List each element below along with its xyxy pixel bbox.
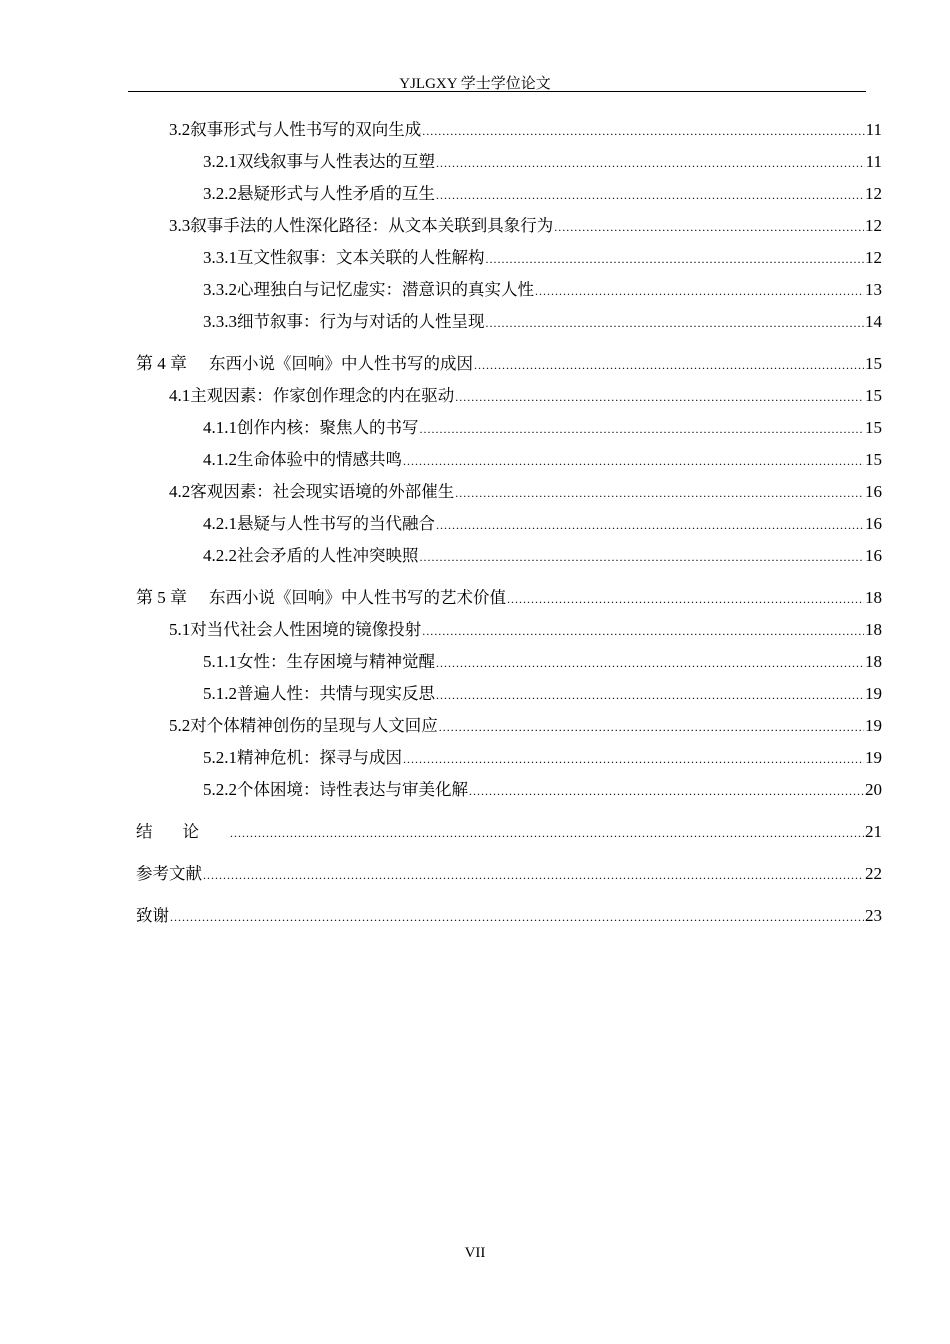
toc-entry[interactable]	[136, 582, 882, 614]
toc-entry-number: 3.3.2	[203, 280, 237, 299]
toc-entry-number: 第 4 章	[136, 354, 187, 373]
toc-entry-title: 个体困境：诗性表达与审美化解	[237, 780, 468, 799]
toc-entry-page: 13	[865, 280, 882, 299]
dot-leader	[422, 615, 864, 647]
toc-entry-number: 4.2.2	[203, 546, 237, 565]
toc-entry-number: 4.2.1	[203, 514, 237, 533]
toc-entry-page: 15	[865, 354, 882, 373]
toc-entry[interactable]	[136, 306, 882, 338]
toc-entry[interactable]	[136, 614, 882, 646]
toc-entry-title: 结论	[136, 822, 229, 841]
toc-entry-number: 3.3.3	[203, 312, 237, 331]
toc-entry-number: 4.1	[169, 386, 191, 405]
dot-leader	[203, 859, 864, 891]
toc-entry-title: 主观因素：作家创作理念的内在驱动	[190, 386, 455, 405]
toc-entry-page: 11	[865, 120, 882, 139]
toc-entry[interactable]	[136, 678, 882, 710]
dot-leader	[230, 817, 864, 849]
toc-entry-title: 对个体精神创伤的呈现与人文回应	[190, 716, 438, 735]
toc-entry-page: 22	[865, 864, 882, 883]
toc-entry-page: 21	[865, 822, 882, 841]
toc-entry[interactable]	[136, 114, 882, 146]
toc-entry[interactable]	[136, 476, 882, 508]
dot-leader	[486, 243, 865, 275]
toc-entry[interactable]	[136, 348, 882, 380]
toc-entry-page: 14	[865, 312, 882, 331]
dot-leader	[436, 179, 864, 211]
toc-entry-page: 12	[865, 248, 882, 267]
dot-leader	[535, 275, 864, 307]
toc-entry-page: 19	[865, 684, 882, 703]
toc-entry-number: 5.1.2	[203, 684, 237, 703]
toc-entry-page: 18	[865, 620, 882, 639]
toc-entry-title: 生命体验中的情感共鸣	[237, 450, 402, 469]
toc-entry-title: 东西小说《回响》中人性书写的艺术价值	[209, 588, 506, 607]
toc-entry-page: 18	[865, 588, 882, 607]
toc-entry-title: 参考文献	[136, 864, 202, 883]
dot-leader	[486, 307, 865, 339]
dot-leader	[420, 541, 865, 573]
toc-entry-title: 精神危机：探寻与成因	[237, 748, 402, 767]
dot-leader	[170, 901, 864, 933]
toc-entry-page: 16	[865, 546, 882, 565]
dot-leader	[507, 583, 864, 615]
toc-entry-title: 互文性叙事：文本关联的人性解构	[237, 248, 485, 267]
toc-entry[interactable]	[136, 540, 882, 572]
toc-entry-title: 悬疑形式与人性矛盾的互生	[237, 184, 435, 203]
toc-entry[interactable]	[136, 508, 882, 540]
toc-entry[interactable]	[136, 710, 882, 742]
toc-entry-page: 11	[865, 152, 882, 171]
page-number: VII	[464, 1245, 486, 1261]
header-rule	[128, 91, 866, 92]
toc-entry-number: 5.1.1	[203, 652, 237, 671]
toc-entry-title: 女性：生存困境与精神觉醒	[237, 652, 435, 671]
dot-leader	[436, 679, 864, 711]
toc-entry-number: 5.2	[169, 716, 191, 735]
toc-entry-title: 双线叙事与人性表达的互塑	[237, 152, 435, 171]
dot-leader	[455, 381, 864, 413]
dot-leader	[420, 413, 865, 445]
toc-entry[interactable]	[136, 646, 882, 678]
dot-leader	[436, 647, 864, 679]
toc-entry[interactable]	[136, 444, 882, 476]
toc-entry[interactable]	[136, 210, 882, 242]
dot-leader	[422, 115, 864, 147]
toc-entry[interactable]	[136, 242, 882, 274]
toc-entry-title: 创作内核：聚焦人的书写	[237, 418, 419, 437]
toc-entry-title: 叙事形式与人性书写的双向生成	[190, 120, 422, 139]
toc-entry-number: 3.2.1	[203, 152, 237, 171]
toc-entry-title: 对当代社会人性困境的镜像投射	[190, 620, 422, 639]
toc-entry-title: 叙事手法的人性深化路径：从文本关联到具象行为	[190, 216, 554, 235]
toc-entry[interactable]	[136, 900, 882, 932]
toc-entry-number: 第 5 章	[136, 588, 187, 607]
toc-entry-page: 16	[865, 482, 882, 501]
toc-entry-page: 18	[865, 652, 882, 671]
toc-entry-title: 客观因素：社会现实语境的外部催生	[190, 482, 455, 501]
toc-entry-title: 心理独白与记忆虚实：潜意识的真实人性	[237, 280, 534, 299]
toc-entry[interactable]	[136, 178, 882, 210]
toc-entry-page: 20	[865, 780, 882, 799]
toc-entry-page: 12	[865, 216, 882, 235]
toc-entry-title: 社会矛盾的人性冲突映照	[237, 546, 419, 565]
toc-entry-number: 3.3.1	[203, 248, 237, 267]
toc-entry-page: 23	[865, 906, 882, 925]
toc-entry-number: 4.2	[169, 482, 191, 501]
toc-entry-title: 细节叙事：行为与对话的人性呈现	[237, 312, 485, 331]
toc-entry[interactable]	[136, 274, 882, 306]
toc-entry-page: 16	[865, 514, 882, 533]
dot-leader	[436, 509, 864, 541]
toc-entry[interactable]	[136, 412, 882, 444]
dot-leader	[439, 711, 864, 743]
toc-entry-page: 19	[865, 748, 882, 767]
toc-entry-number: 3.2	[169, 120, 191, 139]
toc-entry-number: 3.2.2	[203, 184, 237, 203]
toc-entry-page: 12	[865, 184, 882, 203]
toc-entry[interactable]	[136, 742, 882, 774]
toc-entry[interactable]	[136, 774, 882, 806]
dot-leader	[474, 349, 864, 381]
toc-entry-page: 15	[865, 418, 882, 437]
toc-entry-title: 致谢	[136, 906, 169, 925]
toc-entry-page: 15	[865, 450, 882, 469]
running-header: YJLGXY 学士学位论文	[399, 76, 551, 92]
toc-entry-page: 19	[865, 716, 882, 735]
toc-entry-title: 东西小说《回响》中人性书写的成因	[209, 354, 473, 373]
toc-entry[interactable]	[136, 146, 882, 178]
dot-leader	[403, 743, 864, 775]
toc-entry-number: 5.2.1	[203, 748, 237, 767]
toc-entry-title: 悬疑与人性书写的当代融合	[237, 514, 435, 533]
toc-entry[interactable]	[136, 380, 882, 412]
toc-entry-title: 普遍人性：共情与现实反思	[237, 684, 435, 703]
toc-entry[interactable]	[136, 858, 882, 890]
toc-entry-number: 5.2.2	[203, 780, 237, 799]
toc-entry-number: 3.3	[169, 216, 191, 235]
table-of-contents	[136, 114, 882, 932]
toc-entry-number: 4.1.1	[203, 418, 237, 437]
dot-leader	[554, 211, 864, 243]
toc-entry-number: 4.1.2	[203, 450, 237, 469]
toc-entry[interactable]	[136, 816, 882, 848]
toc-entry-page: 15	[865, 386, 882, 405]
toc-entry-number: 5.1	[169, 620, 191, 639]
dot-leader	[455, 477, 864, 509]
dot-leader	[403, 445, 864, 477]
dot-leader	[469, 775, 864, 807]
dot-leader	[436, 147, 865, 179]
